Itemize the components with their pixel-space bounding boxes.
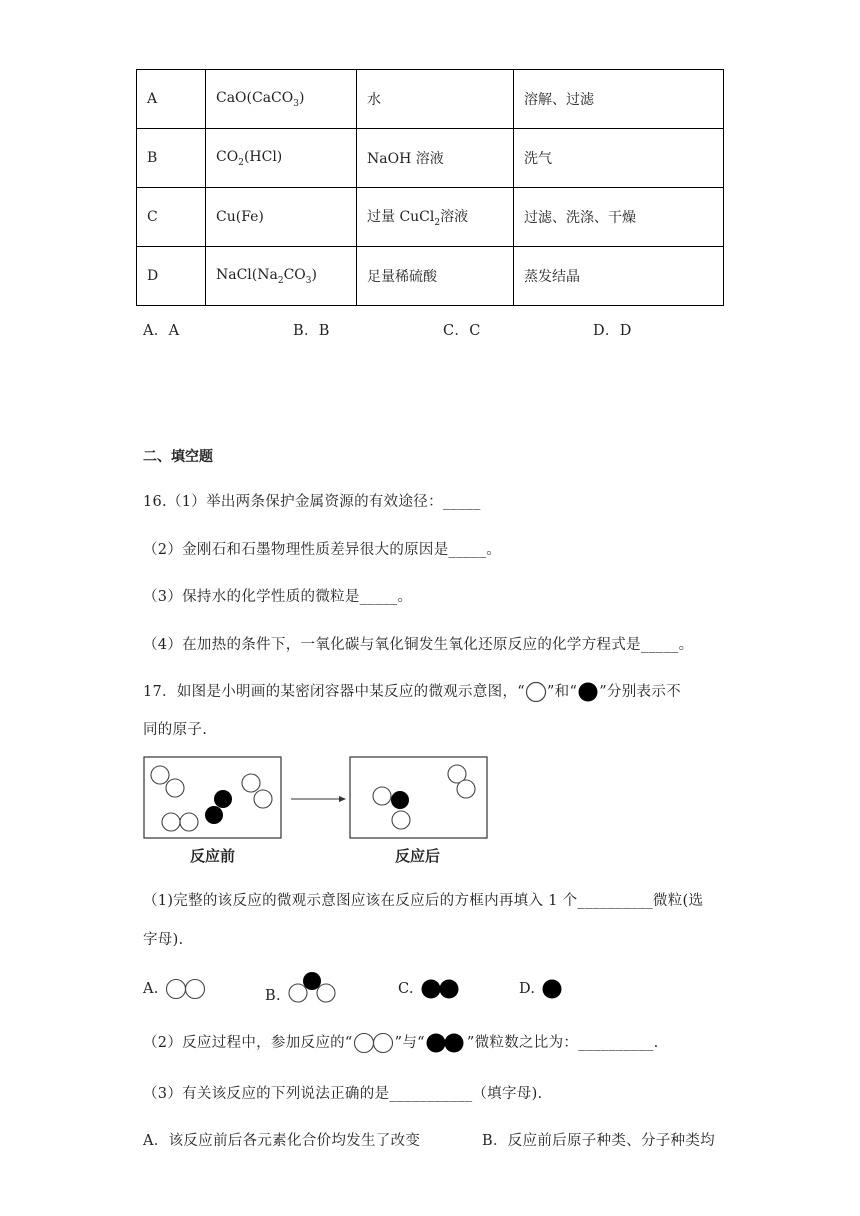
option-c: C. — [398, 978, 463, 1000]
row-label: B — [137, 129, 206, 188]
label-before: 反应前 — [190, 847, 236, 865]
table-row — [137, 188, 724, 247]
row-label: C — [137, 188, 206, 247]
q17-part1: （1)完整的该反应的微观示意图应该在反应后的方框内再填入 1 个__________微粒(选 — [143, 893, 704, 909]
two-white-atoms-icon — [164, 978, 208, 1000]
two-black-atoms-icon — [419, 978, 463, 1000]
black-atom-icon — [540, 978, 564, 1000]
black-atom-icon — [577, 681, 599, 703]
section-title: 二、填空题 — [143, 449, 213, 465]
choice-a: A．A — [143, 323, 180, 339]
reagent-cell: 水 — [357, 70, 514, 129]
table-row — [137, 129, 724, 188]
q17-option-b: B．反应前后原子种类、分子种类均 — [482, 1133, 715, 1149]
reagent-cell: 过量 CuCl$_2$溶液 — [357, 188, 514, 247]
method-cell: 过滤、洗涤、干燥 — [514, 188, 724, 247]
q16-part3: （3）保持水的化学性质的微粒是_____。 — [143, 589, 413, 605]
q17-intro: 17．如图是小明画的某密闭容器中某反应的微观示意图，“ ”和“ ”分别表示不 — [143, 680, 681, 703]
molecule-b-icon — [286, 970, 338, 1004]
label-after: 反应后 — [395, 847, 441, 865]
two-black-atoms-icon — [425, 1032, 467, 1054]
choice-b: B．B — [293, 323, 330, 339]
q17-part3: （3）有关该反应的下列说法正确的是___________（填字母). — [143, 1086, 543, 1102]
reaction-diagram — [143, 756, 493, 840]
white-atom-icon — [525, 681, 547, 703]
two-white-atoms-icon — [353, 1032, 395, 1054]
row-label: D — [137, 247, 206, 306]
table-row — [137, 247, 724, 306]
q16-part4: （4）在加热的条件下，一氧化碳与氧化铜发生氧化还原反应的化学方程式是_____。 — [143, 637, 694, 653]
q17-part2: （2）反应过程中，参加反应的“ ”与“ ”微粒数之比为：__________. — [143, 1031, 659, 1054]
option-b: B. — [265, 970, 338, 1004]
table-row — [137, 70, 724, 129]
q17-part1-line2: 字母). — [143, 932, 184, 948]
option-d: D. — [519, 978, 564, 1000]
row-label: A — [137, 70, 206, 129]
substance-cell: $CO_2(HCl)$ — [206, 129, 357, 188]
q16-part2: （2）金刚石和石墨物理性质差异很大的原因是_____。 — [143, 542, 502, 558]
method-cell: 蒸发结晶 — [514, 247, 724, 306]
q16-part1: 16.（1）举出两条保护金属资源的有效途径：_____ — [143, 494, 481, 510]
substance-cell: CaO(CaCO$_3$) — [206, 70, 357, 129]
method-cell: 溶解、过滤 — [514, 70, 724, 129]
options-table — [136, 69, 724, 306]
substance-cell: Cu(Fe) — [206, 188, 357, 247]
reagent-cell: NaOH 溶液 — [357, 129, 514, 188]
reagent-cell: 足量稀硫酸 — [357, 247, 514, 306]
option-a: A. — [143, 978, 208, 1000]
choice-d: D．D — [593, 323, 632, 339]
method-cell: 洗气 — [514, 129, 724, 188]
choice-c: C．C — [443, 323, 481, 339]
substance-cell: $NaCl(Na_2CO_3)$ — [206, 247, 357, 306]
q17-option-a: A．该反应前后各元素化合价均发生了改变 — [143, 1133, 421, 1149]
q17-intro-line2: 同的原子. — [143, 722, 208, 738]
